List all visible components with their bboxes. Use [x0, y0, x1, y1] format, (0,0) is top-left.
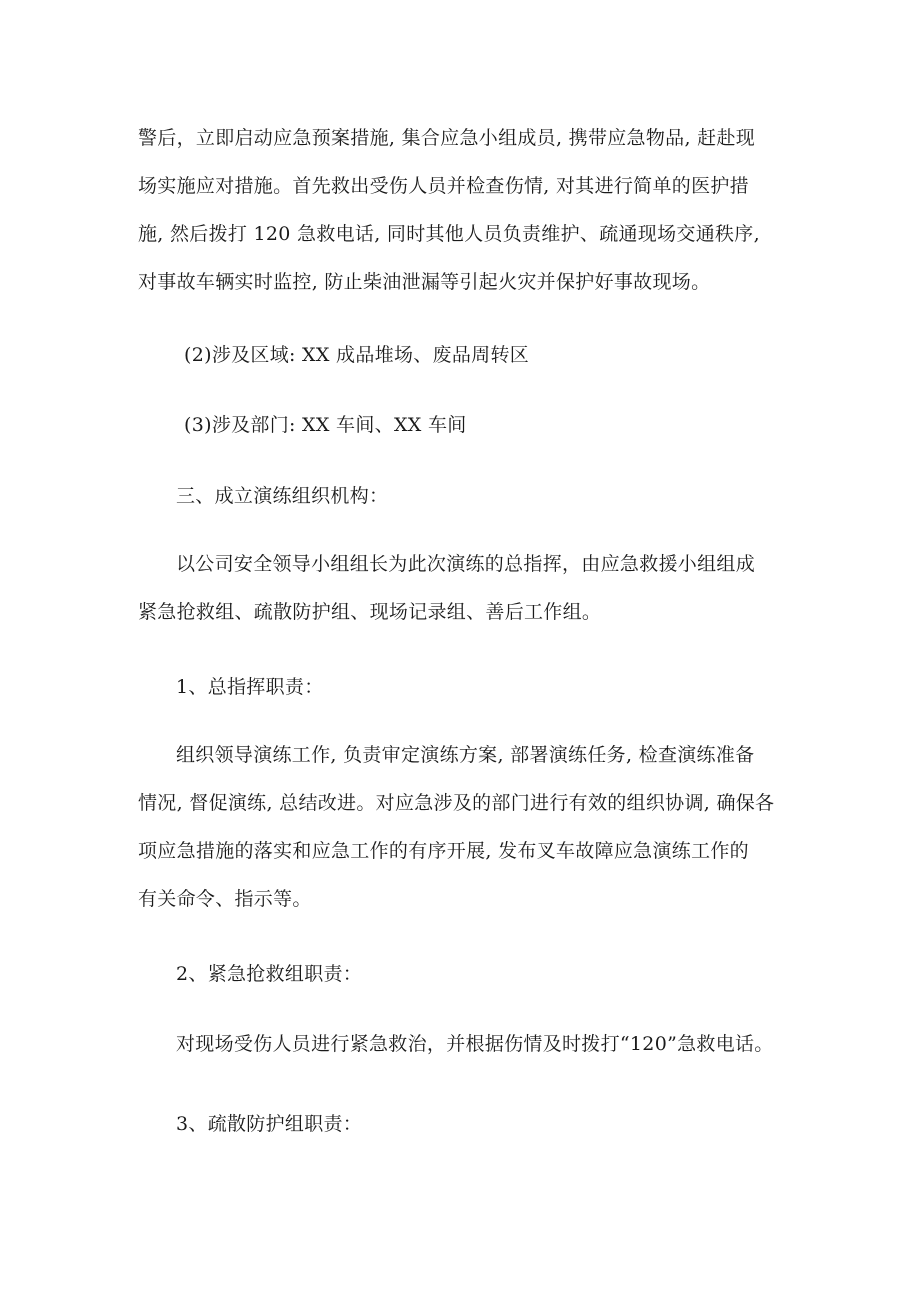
paragraph-line: 施, 然后拨打 120 急救电话, 同时其他人员负责维护、疏通现场交通秩序, [138, 223, 760, 245]
list-item-area: (2)涉及区域: XX 成品堆场、废品周转区 [184, 344, 530, 366]
paragraph-line: 项应急措施的落实和应急工作的有序开展, 发布叉车故障应急演练工作的 [138, 840, 749, 862]
subheading-rescue-team: 2、紧急抢救组职责： [176, 963, 363, 985]
paragraph-line: 对事故车辆实时监控, 防止柴油泄漏等引起火灾并保护好事故现场。 [138, 271, 711, 293]
paragraph-line: 警后，立即启动应急预案措施, 集合应急小组成员, 携带应急物品, 赶赴现 [138, 127, 756, 149]
paragraph-line: 场实施应对措施。首先救出受伤人员并检查伤情, 对其进行简单的医护措 [138, 175, 749, 197]
section-heading: 三、成立演练组织机构： [176, 485, 389, 507]
subheading-commander: 1、总指挥职责： [176, 676, 324, 698]
paragraph-line: 紧急抢救组、疏散防护组、现场记录组、善后工作组。 [138, 601, 602, 623]
paragraph-line: 情况, 督促演练, 总结改进。对应急涉及的部门进行有效的组织协调, 确保各 [138, 792, 775, 814]
list-item-department: (3)涉及部门: XX 车间、XX 车间 [184, 414, 467, 436]
subheading-evacuation-team: 3、疏散防护组职责： [176, 1113, 363, 1135]
paragraph-line: 对现场受伤人员进行紧急救治，并根据伤情及时拨打“120”急救电话。 [176, 1033, 774, 1055]
paragraph-line: 有关命令、指示等。 [138, 888, 312, 910]
paragraph-line: 以公司安全领导小组组长为此次演练的总指挥，由应急救援小组组成 [176, 553, 756, 575]
paragraph-line: 组织领导演练工作, 负责审定演练方案, 部署演练任务, 检查演练准备 [176, 744, 755, 766]
